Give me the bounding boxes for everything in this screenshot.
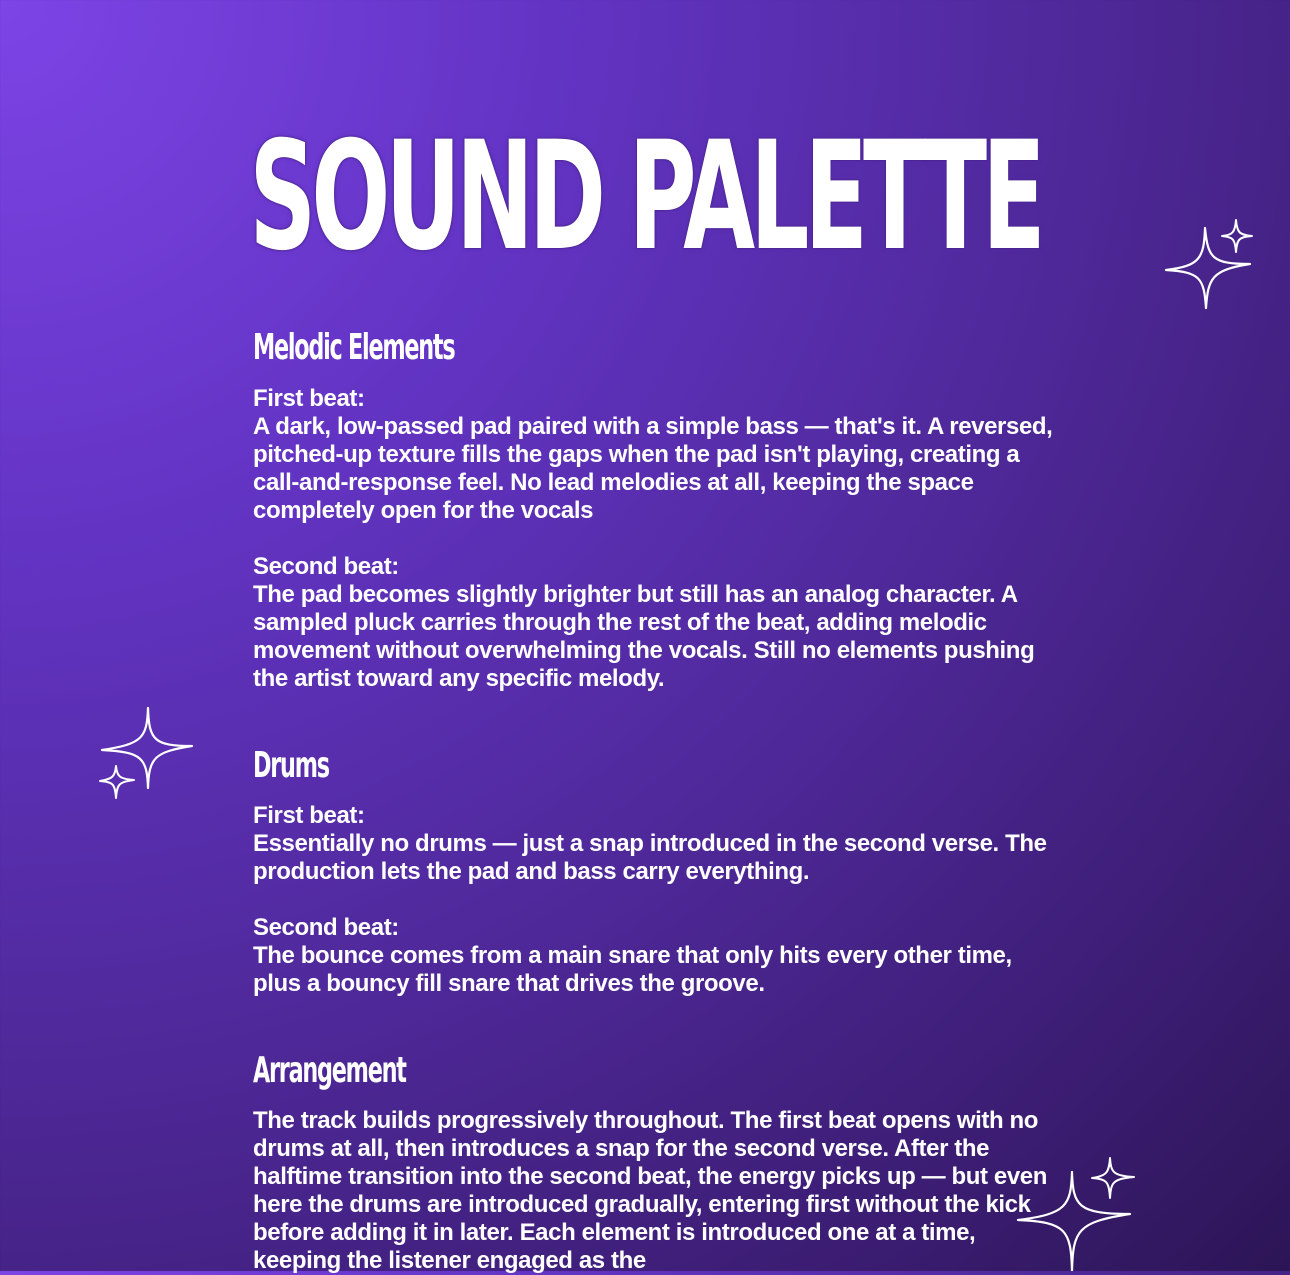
page-title: SOUND PALETTE: [249, 110, 1041, 284]
sparkle-icon: [1160, 218, 1260, 310]
section-body-melodic: [253, 385, 1053, 693]
section-body-drums: [253, 802, 1053, 998]
sparkle-icon: [96, 704, 196, 802]
paragraph-text: Essentially no drums — just a snap introduced in the second verse. The production lets the pad and bass carry everything.: [253, 830, 1047, 885]
paragraph-label: First beat:: [253, 385, 365, 412]
paragraph-label: Second beat:: [253, 914, 399, 941]
paragraph: [253, 914, 1053, 998]
section-body-arrangement: [253, 1107, 1053, 1275]
section-heading-melodic: Melodic Elements: [253, 327, 455, 368]
paragraph-text: The pad becomes slightly brighter but still has an analog character. A sampled pluck carries through the rest of the beat, adding melodic movement without overwhelming the vocals. Still no elements pushing the artist toward any specific melody.: [253, 581, 1035, 692]
paragraph: [253, 802, 1053, 886]
section-heading-drums: Drums: [253, 745, 329, 786]
paragraph: [253, 1107, 1053, 1275]
section-heading-arrangement: Arrangement: [253, 1050, 406, 1091]
paragraph-text: The bounce comes from a main snare that only hits every other time, plus a bouncy fill snare that drives the groove.: [253, 942, 1012, 997]
paragraph-label: Second beat:: [253, 553, 399, 580]
paragraph: [253, 553, 1053, 693]
paragraph-label: First beat:: [253, 802, 365, 829]
paragraph-text: A dark, low-passed pad paired with a simple bass — that's it. A reversed, pitched-up texture fills the gaps when the pad isn't playing, creating a call-and-response feel. No lead melodies at all, keeping the space completely open for the vocals: [253, 413, 1053, 524]
paragraph-text: The track builds progressively throughout. The first beat opens with no drums at all, then introduces a snap for the second verse. After the halftime transition into the second beat, the energy picks up — but even here the drums are introduced gradually, entering first without the kick before adding it in later. Each element is introduced one at a time, keeping the listener engaged as the: [253, 1107, 1047, 1274]
paragraph: [253, 385, 1053, 525]
